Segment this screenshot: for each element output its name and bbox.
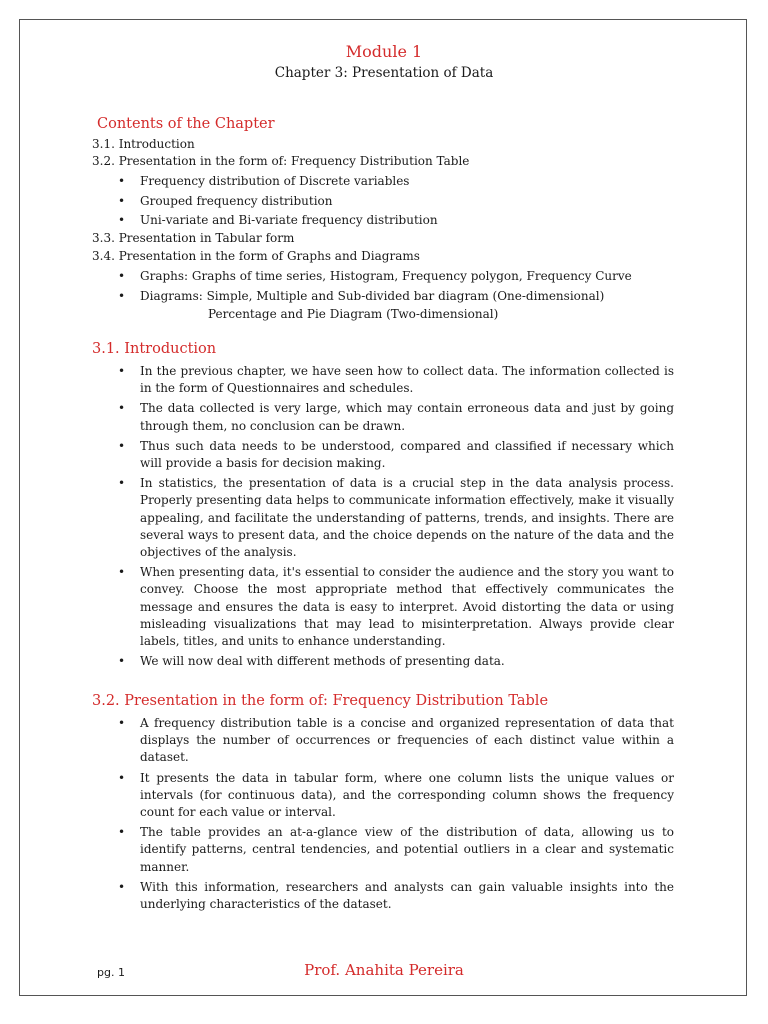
list-item: • Diagrams: Simple, Multiple and Sub-divided bar diagram (One-dimensional) — [140, 288, 710, 305]
chapter-title: Chapter 3: Presentation of Data — [274, 65, 494, 81]
contents-line-3-2: 3.2. Presentation in the form of: Frequency Distribution Table — [92, 154, 470, 168]
list-item: • Uni-variate and Bi-variate frequency distribution — [140, 212, 700, 229]
list-item: • Grouped frequency distribution — [140, 193, 700, 210]
list-item: • With this information, researchers and analysts can gain valuable insights into the underlying characteristics of the dataset. — [140, 879, 674, 913]
contents-heading: Contents of the Chapter — [97, 116, 275, 132]
list-item: • We will now deal with different methods of presenting data. — [140, 653, 674, 670]
section-3-2-heading: 3.2. Presentation in the form of: Frequency Distribution Table — [92, 693, 549, 709]
list-item: • Frequency distribution of Discrete variables — [140, 173, 700, 190]
section-3-1-bullets — [140, 363, 674, 670]
list-item: • Graphs: Graphs of time series, Histogram, Frequency polygon, Frequency Curve — [140, 268, 710, 285]
contents-sub-3-4-list — [140, 268, 710, 305]
list-item: • The data collected is very large, which may contain erroneous data and just by going through them, no conclusion can be drawn. — [140, 400, 674, 434]
list-item: • In the previous chapter, we have seen how to collect data. The information collected is in the form of Questionnaires and schedules. — [140, 363, 674, 397]
list-item: • When presenting data, it's essential to consider the audience and the story you want to convey. Choose the most appropriate method that effectively communicates the message and ensures the data is easy to interpret. Avoid distorting the data or using misleading visualizations that may lead to misinterpretation. Always provide clear labels, titles, and units to enhance understanding. — [140, 564, 674, 650]
page-number: pg. 1 — [97, 966, 125, 979]
list-item: • It presents the data in tabular form, where one column lists the unique values or intervals (for continuous data), and the corresponding column shows the frequency count for each value or interval. — [140, 770, 674, 822]
contents-line-3-1: 3.1. Introduction — [92, 137, 195, 151]
section-3-2-bullets — [140, 715, 674, 913]
list-item: • Thus such data needs to be understood, compared and classified if necessary which will provide a basis for decision making. — [140, 438, 674, 472]
contents-sub-3-4-continuation: Percentage and Pie Diagram (Two-dimensional) — [208, 307, 499, 321]
list-item: • The table provides an at-a-glance view of the distribution of data, allowing us to identify patterns, central tendencies, and potential outliers in a clear and systematic manner. — [140, 824, 674, 876]
contents-sub-3-2-list — [140, 173, 700, 230]
author-name: Prof. Anahita Pereira — [304, 961, 464, 979]
contents-line-3-4: 3.4. Presentation in the form of Graphs and Diagrams — [92, 249, 420, 263]
module-title: Module 1 — [345, 42, 423, 61]
contents-line-3-3: 3.3. Presentation in Tabular form — [92, 231, 295, 245]
list-item: • In statistics, the presentation of data is a crucial step in the data analysis process. Properly presenting data helps to communicate information effectively, make it visually appealing, and facilitate the understanding of patterns, trends, and insights. There are several ways to present data, and the choice depends on the nature of the data and the objectives of the analysis. — [140, 475, 674, 561]
section-3-1-heading: 3.1. Introduction — [92, 341, 217, 357]
list-item: • A frequency distribution table is a concise and organized representation of data that displays the number of occurrences or frequencies of each distinct value within a dataset. — [140, 715, 674, 767]
